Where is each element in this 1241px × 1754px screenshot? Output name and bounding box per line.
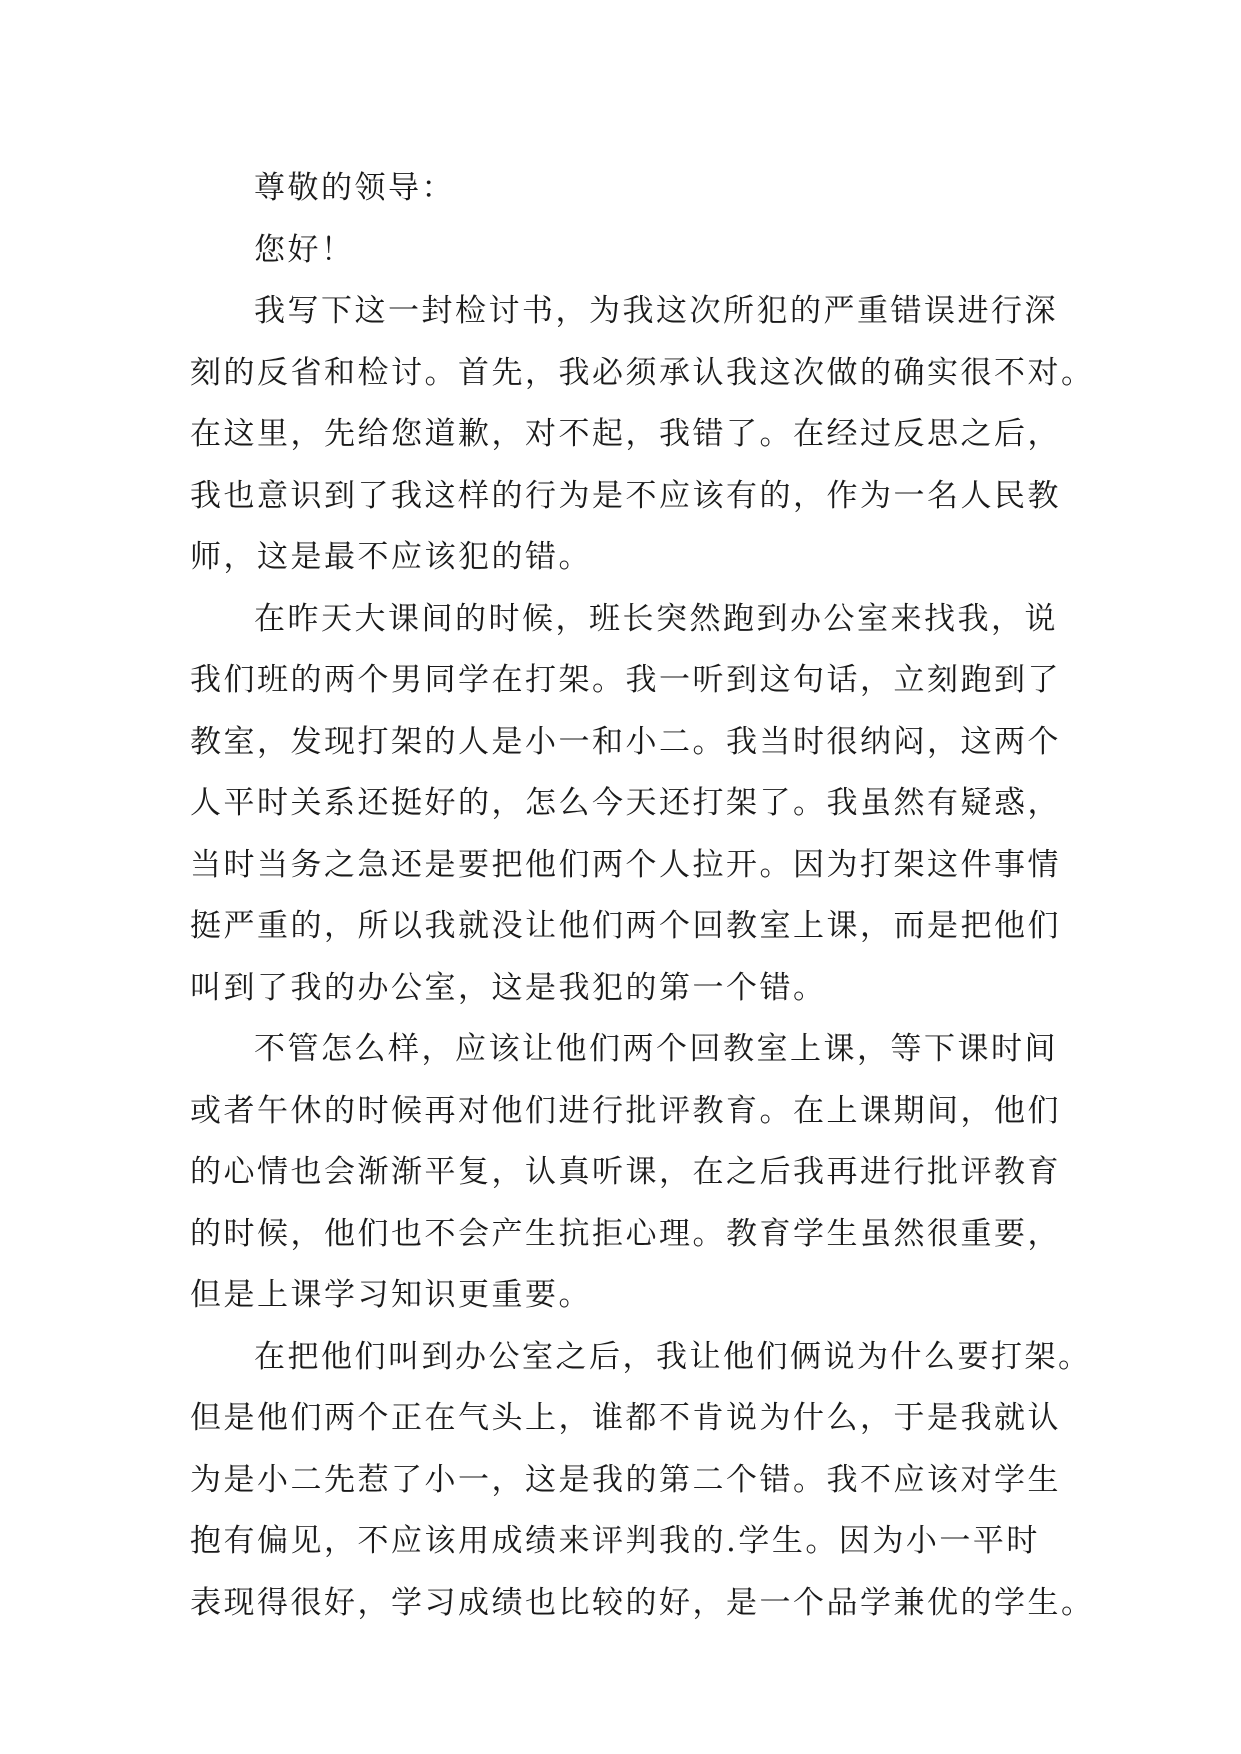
paragraph-line: 不管怎么样，应该让他们两个回教室上课，等下课时间	[254, 1031, 1058, 1067]
paragraph-line: 或者午休的时候再对他们进行批评教育。在上课期间，他们	[190, 1092, 1061, 1129]
paragraph-line: 我们班的两个男同学在打架。我一听到这句话，立刻跑到了	[190, 662, 1061, 698]
paragraph-line: 在昨天大课间的时候，班长突然跑到办公室来找我，说	[254, 600, 1058, 637]
paragraph-line: 的心情也会渐渐平复，认真听课，在之后我再进行批评教育	[190, 1154, 1061, 1190]
paragraph-line: 但是他们两个正在气头上，谁都不肯说为什么，于是我就认	[190, 1400, 1061, 1436]
paragraph-line: 人平时关系还挺好的，怎么今天还打架了。我虽然有疑惑，	[190, 785, 1061, 821]
paragraph-line: 表现得很好，学习成绩也比较的好，是一个品学兼优的学生。	[190, 1584, 1095, 1621]
paragraph-line: 教室，发现打架的人是小一和小二。我当时很纳闷，这两个	[190, 723, 1061, 760]
paragraph-line: 刻的反省和检讨。首先，我必须承认我这次做的确实很不对。	[190, 354, 1095, 391]
paragraph-line: 挺严重的，所以我就没让他们两个回教室上课，而是把他们	[190, 908, 1061, 944]
paragraph-line: 我写下这一封检讨书，为我这次所犯的严重错误进行深	[254, 293, 1058, 329]
paragraph-line: 叫到了我的办公室，这是我犯的第一个错。	[190, 969, 827, 1006]
paragraph-line: 师，这是最不应该犯的错。	[190, 539, 592, 575]
paragraph-line: 抱有偏见，不应该用成绩来评判我的.学生。因为小一平时	[190, 1523, 1040, 1559]
paragraph-line: 在把他们叫到办公室之后，我让他们俩说为什么要打架。	[254, 1338, 1092, 1375]
paragraph	[190, 589, 1061, 1020]
paragraph	[190, 1327, 1095, 1635]
salutation: 尊敬的领导：	[254, 170, 455, 206]
greeting: 您好！	[254, 231, 355, 268]
paragraph-line: 当时当务之急还是要把他们两个人拉开。因为打架这件事情	[190, 846, 1061, 883]
letter-body	[190, 158, 1095, 1634]
paragraph-line: 但是上课学习知识更重要。	[190, 1277, 592, 1313]
paragraph-line: 我也意识到了我这样的行为是不应该有的，作为一名人民教	[190, 477, 1061, 514]
paragraph	[190, 281, 1095, 589]
paragraph	[190, 1019, 1061, 1327]
paragraph-line: 的时候，他们也不会产生抗拒心理。教育学生虽然很重要，	[190, 1215, 1061, 1252]
paragraph-line: 为是小二先惹了小一，这是我的第二个错。我不应该对学生	[190, 1461, 1061, 1498]
paragraph-line: 在这里，先给您道歉，对不起，我错了。在经过反思之后，	[190, 416, 1061, 452]
